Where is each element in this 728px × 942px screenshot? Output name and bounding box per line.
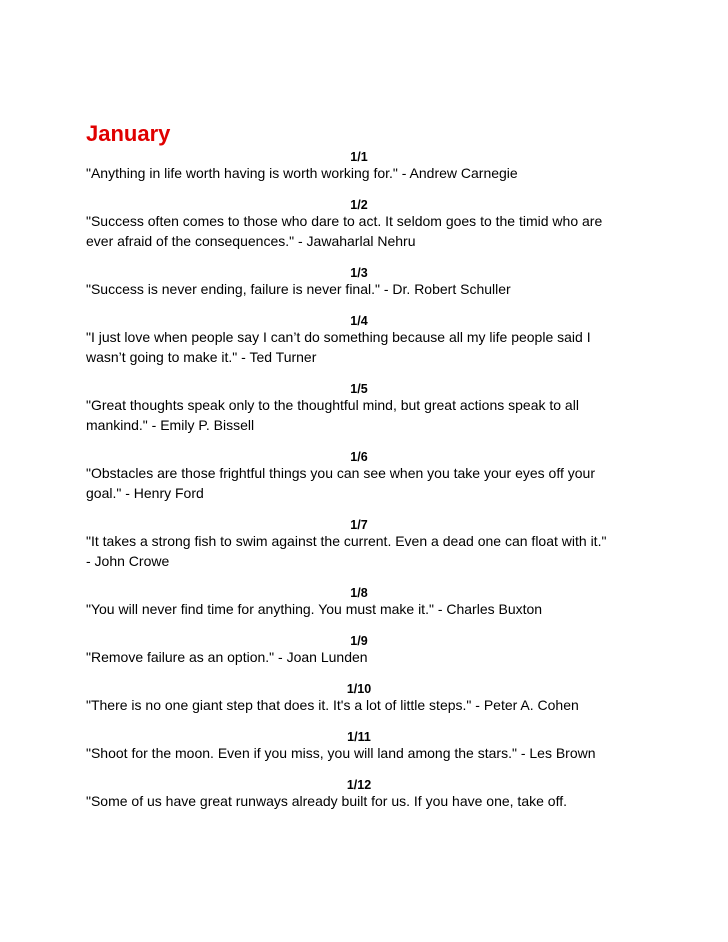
quote-entry bbox=[86, 730, 608, 763]
entry-date: 1/5 bbox=[350, 382, 368, 396]
quote-entry bbox=[86, 586, 608, 619]
quote-entry bbox=[86, 518, 608, 571]
quote-entry bbox=[86, 314, 608, 367]
entry-date: 1/3 bbox=[350, 266, 368, 280]
entry-date: 1/2 bbox=[350, 198, 368, 212]
quote-entry bbox=[86, 198, 608, 251]
entry-quote: "I just love when people say I can’t do something because all my life people said I wasn’t going to make it." - Ted Turner bbox=[86, 329, 591, 365]
entry-quote: "Success often comes to those who dare to act. It seldom goes to the timid who are ever afraid of the consequences." - Jawaharlal Nehru bbox=[86, 213, 603, 249]
entry-date: 1/6 bbox=[350, 450, 368, 464]
entry-quote: "Remove failure as an option." - Joan Lunden bbox=[86, 649, 368, 665]
entry-quote: "It takes a strong fish to swim against the current. Even a dead one can float with it." - John Crowe bbox=[86, 533, 607, 569]
entry-quote: "You will never find time for anything. You must make it." - Charles Buxton bbox=[86, 601, 543, 617]
entry-date: 1/4 bbox=[350, 314, 368, 328]
entry-quote: "Anything in life worth having is worth working for." - Andrew Carnegie bbox=[86, 165, 518, 181]
entry-quote: "Great thoughts speak only to the thoughtful mind, but great actions speak to all mankind." - Emily P. Bissell bbox=[86, 397, 579, 433]
month-title: January bbox=[86, 121, 171, 146]
document-content bbox=[86, 120, 608, 826]
quote-entry bbox=[86, 150, 608, 183]
entry-quote: "Obstacles are those frightful things you can see when you take your eyes off your goal." - Henry Ford bbox=[86, 465, 595, 501]
entry-date: 1/7 bbox=[350, 518, 368, 532]
quote-entry bbox=[86, 266, 608, 299]
entry-quote: "There is no one giant step that does it. It's a lot of little steps." - Peter A. Cohen bbox=[86, 697, 579, 713]
entry-date: 1/12 bbox=[346, 778, 372, 792]
quote-entry bbox=[86, 778, 608, 811]
entry-date: 1/11 bbox=[347, 730, 371, 744]
entry-date: 1/1 bbox=[350, 150, 368, 164]
entry-quote: "Some of us have great runways already built for us. If you have one, take off. bbox=[86, 793, 567, 809]
quote-entry bbox=[86, 382, 608, 435]
quote-entry bbox=[86, 682, 608, 715]
quote-entry bbox=[86, 450, 608, 503]
entry-date: 1/8 bbox=[350, 586, 368, 600]
entry-quote: "Shoot for the moon. Even if you miss, you will land among the stars." - Les Brown bbox=[86, 745, 596, 761]
entry-date: 1/9 bbox=[350, 634, 368, 648]
entry-quote: "Success is never ending, failure is never final." - Dr. Robert Schuller bbox=[86, 281, 511, 297]
quote-entry bbox=[86, 634, 608, 667]
entry-date: 1/10 bbox=[346, 682, 372, 696]
